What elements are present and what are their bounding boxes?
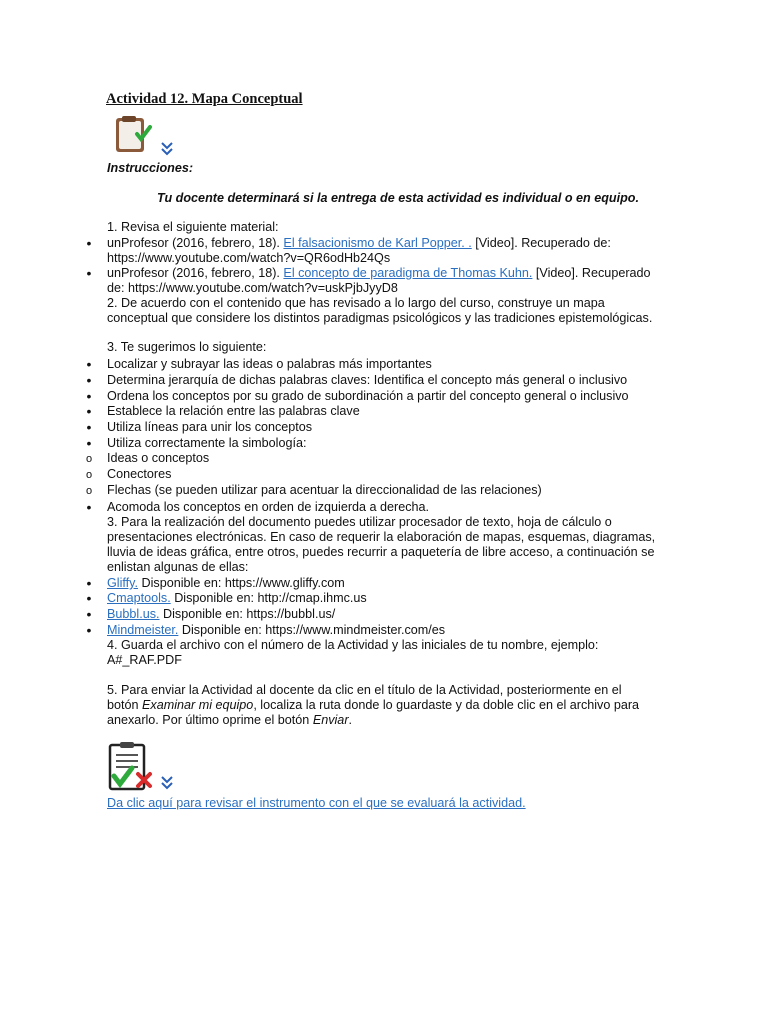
step-5-text: botón [107, 698, 143, 712]
bullet: • [86, 265, 92, 281]
bullet: • [86, 606, 92, 622]
step-3-intro: 3. Te sugerimos lo siguiente: [107, 340, 267, 354]
tool-link[interactable]: Mindmeister. [107, 623, 179, 637]
bullet: • [86, 575, 92, 591]
suggestion-item: Acomoda los conceptos en orden de izquierda a derecha. [107, 500, 430, 514]
tool-link[interactable]: Gliffy. [107, 576, 139, 590]
suggestion-item: Ordena los conceptos por su grado de subordinación a partir del concepto general o inclusivo [107, 389, 629, 403]
suggestion-item: Localizar y subrayar las ideas o palabras más importantes [107, 357, 432, 371]
bullet: • [86, 235, 92, 251]
bullet: • [86, 372, 92, 388]
bullet: • [86, 403, 92, 419]
sub-bullet: o [85, 453, 93, 465]
instructions-heading: Instrucciones: [107, 161, 194, 175]
tool-url: Disponible en: http://cmap.ihmc.us [170, 591, 367, 605]
evaluation-clipboard-icon [106, 742, 158, 792]
reference-2 [107, 266, 651, 281]
reference-1 [107, 236, 611, 251]
step-3b-line: lluvia de ideas gráfica, entre otros, puedes recurrir a paquetería de libre acceso, a continuación se [107, 545, 655, 559]
bullet: • [86, 499, 92, 515]
step-3b-line: enlistan algunas de ellas: [107, 560, 249, 574]
reference-author: unProfesor (2016, febrero, 18). [107, 266, 284, 280]
activity-title[interactable]: Actividad 12. Mapa Conceptual [106, 91, 303, 107]
sub-bullet: o [85, 469, 93, 481]
bullet: • [86, 356, 92, 372]
suggestion-item: Utiliza correctamente la simbología: [107, 436, 307, 450]
suggestion-item: Utiliza líneas para unir los conceptos [107, 420, 313, 434]
tool-url: Disponible en: https://www.mindmeister.com/es [178, 623, 446, 637]
step-2-line: 2. De acuerdo con el contenido que has revisado a lo largo del curso, construye un mapa [107, 296, 605, 310]
step-5-text: , localiza la ruta donde lo guardaste y da doble clic en el archivo para [253, 698, 640, 712]
step-3b-line: 3. Para la realización del documento puedes utilizar procesador de texto, hoja de cálculo o [107, 515, 612, 529]
suggestion-item: Determina jerarquía de dichas palabras claves: Identifica el concepto más general o inclusivo [107, 373, 628, 387]
examinar-button-name: Examinar mi equipo [142, 698, 254, 712]
reference-1-url: https://www.youtube.com/watch?v=QR6odHb24Qs [107, 251, 391, 265]
step-5-text: anexarlo. Por último oprime el botón [107, 713, 313, 727]
chevron-down-icon[interactable] [161, 776, 173, 792]
step-5-text: . [348, 713, 353, 727]
bullet: • [86, 622, 92, 638]
tool-item [107, 591, 367, 606]
bullet: • [86, 388, 92, 404]
reference-link[interactable]: El concepto de paradigma de Thomas Kuhn. [283, 266, 533, 280]
tool-link[interactable]: Bubbl.us. [107, 607, 160, 621]
symbology-item: Conectores [107, 467, 172, 481]
bullet: • [86, 590, 92, 606]
bullet: • [86, 435, 92, 451]
tool-url: Disponible en: https://www.gliffy.com [138, 576, 345, 590]
step-4-line: A#_RAF.PDF [107, 653, 182, 667]
tool-item [107, 623, 445, 638]
tool-url: Disponible en: https://bubbl.us/ [159, 607, 336, 621]
step-2-line: conceptual que considere los distintos paradigmas psicológicos y las tradiciones epistemológicas. [107, 311, 653, 325]
step-5-line [107, 713, 352, 728]
assignment-icon [110, 112, 156, 158]
enviar-button-name: Enviar [312, 713, 349, 727]
instructions-note: Tu docente determinará si la entrega de esta actividad es individual o en equipo. [157, 191, 639, 205]
reference-2-url: de: https://www.youtube.com/watch?v=uskPjbJyyD8 [107, 281, 398, 295]
evaluation-link[interactable]: Da clic aquí para revisar el instrumento con el que se evaluará la actividad. [107, 796, 526, 810]
reference-type: [Video]. Recuperado [532, 266, 651, 280]
step-5-line [107, 698, 639, 713]
sub-bullet: o [85, 485, 93, 497]
step-1: 1. Revisa el siguiente material: [107, 220, 279, 234]
tool-item [107, 576, 345, 591]
chevron-down-icon[interactable] [161, 142, 173, 158]
step-3b-line: presentaciones electrónicas. En caso de requerir la elaboración de mapas, esquemas, diagramas, [107, 530, 656, 544]
symbology-item: Flechas (se pueden utilizar para acentuar la direccionalidad de las relaciones) [107, 483, 542, 497]
tool-item [107, 607, 335, 622]
reference-author: unProfesor (2016, febrero, 18). [107, 236, 284, 250]
suggestion-item: Establece la relación entre las palabras clave [107, 404, 360, 418]
step-4-line: 4. Guarda el archivo con el número de la Actividad y las iniciales de tu nombre, ejemplo: [107, 638, 599, 652]
reference-type: [Video]. Recuperado de: [471, 236, 611, 250]
reference-link[interactable]: El falsacionismo de Karl Popper. . [283, 236, 472, 250]
step-5-line: 5. Para enviar la Actividad al docente da clic en el título de la Actividad, posteriormente en el [107, 683, 622, 697]
symbology-item: Ideas o conceptos [107, 451, 210, 465]
tool-link[interactable]: Cmaptools. [107, 591, 171, 605]
bullet: • [86, 419, 92, 435]
